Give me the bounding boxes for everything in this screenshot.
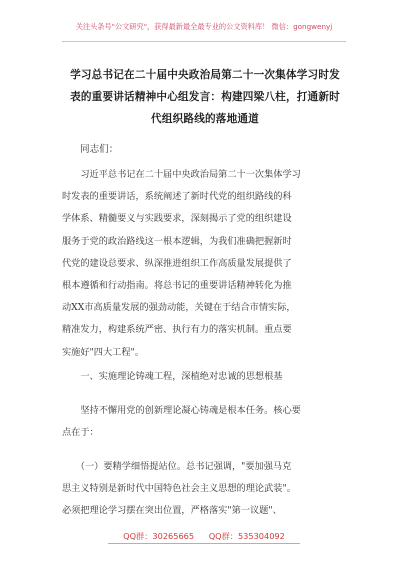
footer-underline (108, 543, 300, 544)
text-line: 精准发力，构建系统严密、执行有力的落实机制。重点要 (62, 324, 292, 336)
text-line: 点在于： (62, 427, 99, 439)
section-heading-1 (62, 366, 350, 388)
title-line: 学习总书记在二十届中央政治局第二十一次集体学习时发 (70, 69, 340, 81)
text-line: 必须把理论学习摆在突出位置，严格落实"第一议题"、 (62, 505, 282, 517)
text-line: 实施好"四大工程"。 (62, 346, 144, 358)
title-line: 表的重要讲话精神中心组发言：构建四梁八柱，打通新时 (70, 91, 340, 103)
qq-group-1: QQ群：30265665 (123, 531, 195, 541)
header-divider (62, 41, 346, 42)
text-line: 代党的建设总要求、纵深推进组织工作高质量发展提供了 (62, 257, 292, 269)
paragraph-intro (62, 164, 350, 364)
text-line: 学体系、精髓要义与实践要求，深刻揭示了党的组织建设 (62, 213, 292, 225)
text-line: 根本遵循和行动指南。将总书记的重要讲话精神转化为推 (62, 279, 292, 291)
qq-group-2: QQ群：535304092 (208, 531, 285, 541)
text-line: 动XX市高质量发展的强劲动能，关键在于结合市情实际， (62, 302, 296, 314)
text-line: 习近平总书记在二十届中央政治局第二十一次集体学习 (62, 169, 301, 180)
salutation: 同志们： (80, 144, 119, 155)
footer-qq-groups (0, 531, 408, 542)
text-line: （一）要精学细悟提站位。总书记强调，"要加强马克 (62, 461, 292, 472)
header-banner: 关注头条号"公文研究"，获得最新最全最专业的公文资料库！ 微信：gongwenyj (75, 22, 333, 31)
paragraph-core (62, 400, 350, 444)
text-line: 一、实施理论铸魂工程，深植绝对忠诚的思想根基 (62, 371, 283, 382)
text-line: 服务于党的政治路线这一根本逻辑，为我们准确把握新时 (62, 235, 292, 247)
paragraph-point-1 (62, 456, 350, 523)
text-line: 思主义特别是新时代中国特色社会主义思想的理论武装"。 (62, 483, 296, 495)
text-line: 时发表的重要讲话，系统阐述了新时代党的组织路线的科 (62, 191, 292, 203)
document-title (60, 64, 350, 130)
text-line: 坚持不懈用党的创新理论凝心铸魂是根本任务。核心要 (62, 405, 301, 416)
title-line: 代组织路线的落地通道 (151, 113, 259, 125)
